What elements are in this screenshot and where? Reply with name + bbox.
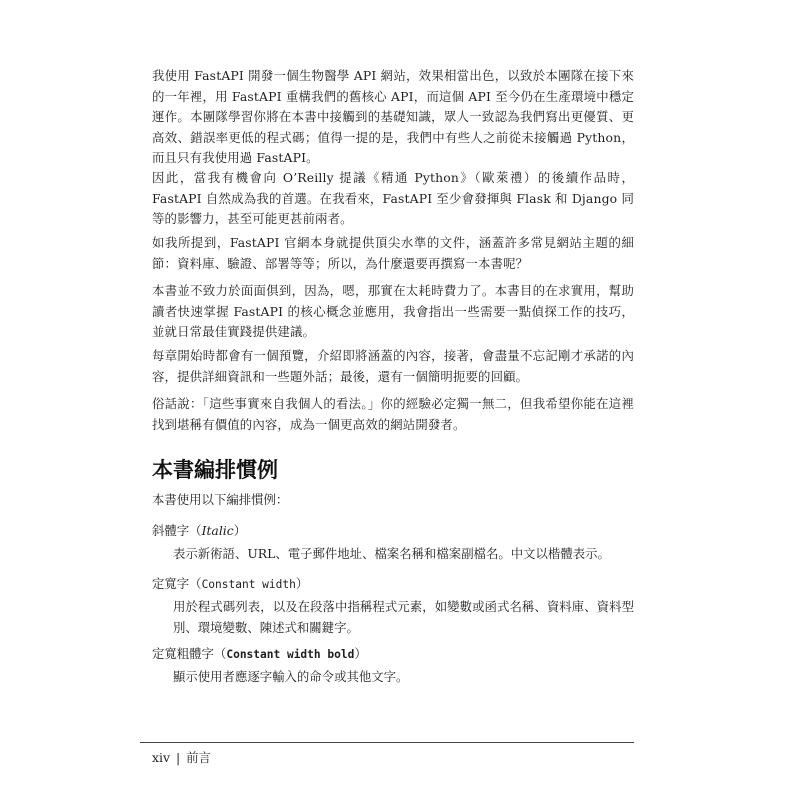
paragraph-book-choice: 因此，當我有機會向 O’Reilly 提議《精通 Python》（歐萊禮）的後續作品時，FastAPI 自然成為我的首選。在我看來，FastAPI 至少會發揮與 Flask 和 Django 同等的影響力，甚至可能更甚前兩者。 — [152, 170, 634, 226]
paragraph-fastapi-experience: 我使用 FastAPI 開發一個生物醫學 API 網站，效果相當出色，以致於本團隊在接下來的一年裡，用 FastAPI 重構我們的舊核心 API，而這個 API 至今仍在生產環境中穩定運作。本團隊學習你將在本書中接觸到的基礎知識，眾人一致認為我們寫出更優質、更高效、錯誤率更低的程式碼；值得一提的是，我們中有些人之前從未接觸過 Python，而且只有我使用過 FastAPI。 — [152, 68, 634, 165]
convention-term-constant-width-bold — [152, 644, 367, 665]
convention-term-constant-width — [152, 574, 308, 595]
term-prefix: 定寬粗體字（ — [152, 646, 227, 661]
paragraph-personal-view: 俗話說：「這些事實來自我個人的看法。」你的經驗必定獨一無二，但我希望你能在這裡找到堪稱有價值的內容，成為一個更高效的網站開發者。 — [152, 396, 634, 432]
term-suffix: ） — [233, 523, 247, 538]
footer-separator: | — [175, 750, 181, 765]
convention-description-constant-width: 用於程式碼列表，以及在段落中指稱程式元素，如變數或函式名稱、資料庫、資料型別、環境變數、陳述式和關鍵字。 — [173, 599, 634, 635]
term-prefix: 斜體字（ — [152, 523, 202, 538]
term-sample-mono-bold: Constant width bold — [226, 648, 355, 661]
section-heading: 本書編排慣例 — [152, 458, 278, 482]
convention-term-italic — [152, 521, 246, 541]
term-sample-mono: Constant width — [201, 578, 296, 591]
page-footer — [152, 750, 211, 766]
term-suffix: ） — [295, 576, 309, 591]
section-intro: 本書使用以下編排慣例： — [152, 492, 289, 507]
term-suffix: ） — [354, 646, 367, 661]
paragraph-chapter-structure: 每章開始時都會有一個預覽，介紹即將涵蓋的內容，接著，會盡量不忘記剛才承諾的內容，提供詳細資訊和一些題外話；最後，還有一個簡明扼要的回顧。 — [152, 348, 634, 384]
paragraph-book-purpose: 本書並不致力於面面俱到，因為，嗯，那實在太耗時費力了。本書目的在求實用，幫助讀者快速掌握 FastAPI 的核心概念並應用，我會指出一些需要一點偵探工作的技巧，並就日常最佳實踐提供建議。 — [152, 283, 634, 339]
page-number: xiv — [152, 750, 170, 765]
footer-divider — [140, 742, 634, 743]
term-sample-italic: Italic — [201, 523, 234, 538]
paragraph-why-book: 如我所提到，FastAPI 官網本身就提供頂尖水準的文件，涵蓋許多常見網站主題的細節：資料庫、驗證、部署等等；所以，為什麼還要再撰寫一本書呢？ — [152, 235, 634, 271]
footer-section-name: 前言 — [186, 750, 211, 765]
convention-description-italic: 表示新術語、URL、電子郵件地址、檔案名稱和檔案副檔名。中文以楷體表示。 — [173, 546, 610, 561]
term-prefix: 定寬字（ — [152, 576, 202, 591]
convention-description-constant-width-bold: 顯示使用者應逐字輸入的命令或其他文字。 — [173, 669, 409, 684]
